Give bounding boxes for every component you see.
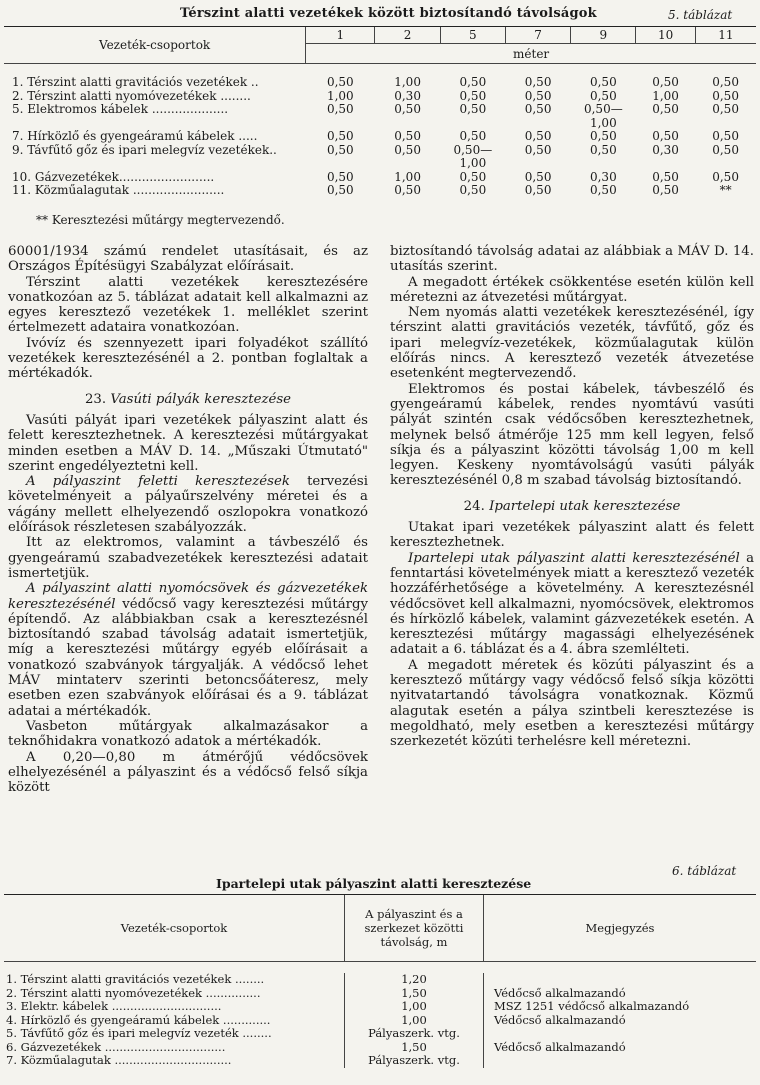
paragraph-text: tervezési követelményeit a pályaűrszelvény méretei és a vágány mellett elhelyezendő oszlopokra vonatkozó előírások részletesen szabályozzák. (8, 474, 368, 536)
table6-distance: 1,50 (345, 1041, 484, 1055)
table5-cell: 0,50 (524, 183, 552, 197)
left-text-column (8, 244, 368, 795)
table5-column-number: 10 (636, 27, 695, 44)
table5-column-number: 5 (440, 27, 505, 44)
table5-cell: 0,50 (712, 169, 739, 184)
table5-cell: 0,50 (459, 102, 487, 116)
table5-cell: 0,50— (453, 142, 493, 157)
table-row (4, 184, 756, 198)
table6-col-header: Vezeték-csoportok (4, 895, 345, 962)
table6-header-row (4, 895, 756, 962)
section-title: Vasúti pályák keresztezése (110, 391, 292, 407)
section-number: 23. (84, 391, 107, 407)
table5-cell (571, 157, 636, 171)
table5-cell: 0,50 (712, 102, 739, 116)
paragraph: Itt az elektromos, valamint a távbeszélő és gyengeáramú szabadvezetékek keresztezési adatait ismertetjük. (8, 535, 368, 581)
table5-cell: ** (719, 183, 732, 197)
table5-number: 5. táblázat (668, 8, 733, 22)
table5-cell: 0,50 (459, 183, 487, 197)
paragraph: Nem nyomás alatti vezetékek keresztezésénél, így térszint alatti gravitációs vezeték, távfűtő, gőz és ipari melegvíz-vezetékek, közműalagutak külön előírás nincs. A keresztező vezeték átvezetése esetenként megtervezendő. (390, 305, 754, 382)
table6-row-label: 7. Közműalagutak ................................ (6, 1053, 232, 1067)
table6-distance: 1,20 (345, 973, 484, 987)
table5-unit: méter (306, 44, 756, 64)
table5-cell: 0,50 (394, 142, 421, 157)
table5-column-number: 11 (695, 27, 756, 44)
table6-number: 6. táblázat (672, 864, 737, 878)
table-row (4, 1054, 756, 1068)
table5-cell (695, 117, 756, 131)
table5-cell: 0,50 (712, 129, 739, 143)
table-row (4, 1000, 756, 1014)
table5-cell: 0,50 (459, 75, 487, 89)
table6-distance: 1,50 (345, 987, 484, 1001)
table6-distance: Pályaszerk. vtg. (345, 1027, 484, 1041)
table-row (4, 157, 756, 171)
table-row (4, 76, 756, 90)
table5-header-row (4, 27, 756, 44)
table5-cell: 0,50 (326, 102, 354, 116)
table5-cell: 0,50 (712, 142, 739, 157)
table5-cell: 0,50 (394, 129, 421, 143)
table5-row-label (4, 157, 306, 171)
table5-cell: 0,50 (652, 102, 679, 116)
paragraph-emphasis: Ipartelepi utak pályaszint alatti keresztezésénél (408, 550, 740, 566)
table5-row-label (4, 117, 306, 131)
table-row (4, 1014, 756, 1028)
paragraph (8, 581, 368, 719)
table5-cell: 0,50 (459, 169, 487, 184)
paragraph: Utakat ipari vezetékek pályaszint alatt és felett keresztezhetnek. (390, 520, 754, 551)
table5-cell: 0,50 (524, 88, 552, 103)
table6-col-header: Megjegyzés (484, 895, 757, 962)
table5-cell: 0,30 (589, 169, 617, 184)
table5-cell: 0,50 (524, 102, 552, 116)
table6-distance: 1,00 (345, 1014, 484, 1028)
paragraph-text: a fenntartási követelmények miatt a keresztező vezeték hozzáférhetősége a követelmény. A keresztezésnél védőcsövet kell alkalmazni, nyomócsövek, elektromos és hírközlő kábelek, valamint gázvezetékek esetén. A keresztezési műtárgy magassági elhelyezésének adatait a 6. táblázat és a 4. ábra szemlélteti. (390, 550, 755, 658)
table5-cell: 0,50 (652, 75, 679, 89)
table6 (4, 894, 756, 1068)
paragraph-emphasis: A pályaszint alatti nyomócsövek és gázvezetékek keresztezésénél (8, 581, 368, 612)
table5-cell: 0,50 (326, 142, 354, 157)
table-row (4, 130, 756, 144)
table5-cell: 0,50 (712, 88, 739, 103)
table5-row-label: 9. Távfűtő gőz és ipari melegvíz vezetékek.. (12, 142, 277, 157)
table5-cell: 1,00 (394, 75, 421, 89)
paragraph: 60001/1934 számú rendelet utasításait, és az Országos Építésügyi Szabályzat előírásait. (8, 244, 368, 275)
table5-column-number: 9 (571, 27, 636, 44)
table5-cell: 0,30 (652, 142, 679, 157)
table-row (4, 987, 756, 1001)
table6-note (484, 973, 757, 987)
table6-row-label: 2. Térszint alatti nyomóvezetékek ............... (6, 985, 261, 1000)
table5-cell (505, 117, 570, 131)
table6-row-label: 1. Térszint alatti gravitációs vezetékek ........ (6, 972, 265, 986)
table-row (4, 973, 756, 987)
table5-footnote: ** Keresztezési műtárgy megtervezendő. (36, 213, 285, 227)
paragraph-emphasis: A pályaszint feletti keresztezések (26, 474, 290, 490)
table-row (4, 1041, 756, 1055)
table6-distance: Pályaszerk. vtg. (345, 1054, 484, 1068)
table5-cell (636, 117, 695, 131)
table6-col-header: A pályaszint és a szerkezet közötti távolság, m (345, 895, 484, 962)
table-row (4, 103, 756, 117)
table5-cell: 1,00 (589, 115, 617, 130)
table5-cell (636, 157, 695, 171)
table5-cell: 1,00 (652, 88, 679, 103)
paragraph: Elektromos és postai kábelek, távbeszélő és gyengeáramú kábelek, rendes nyomtávú vasúti pályát szintén csak védőcsőben keresztezhetnek, melynek belső átmérője 125 mm kell legyen, felső síkja és a pályaszint közötti távolság 1,00 m kell legyen. Keskeny nyomtávolságú vasúti pályák keresztezésénél 0,8 m szabad távolság biztosítandó. (390, 381, 754, 489)
table5-row-label: 5. Elektromos kábelek .................... (12, 102, 229, 116)
table6-row-label: 3. Elektr. kábelek .............................. (6, 999, 222, 1013)
table5-cell: 0,30 (394, 88, 421, 103)
table5-group-header: Vezeték-csoportok (4, 27, 306, 64)
table5-cell: 0,50 (326, 129, 354, 143)
table5-row-label: 10. Gázvezetékek......................... (12, 169, 215, 184)
table6-note: Védőcső alkalmazandó (484, 1014, 757, 1028)
paragraph-text: védőcső vagy keresztezési műtárgy építendő. Az alábbiakban csak a keresztezésnél biztosítandó szabad távolság adatait ismertetjük, míg a keresztezési műtárgy egyéb előírásait a vonatkozó szabványok tárgyalják. A védőcső lehet MÁV mintaterv szerinti betoncsőáteresz, mely esetben ezen szabványok előírásai és a 9. táblázat adatai a mértékadók. (8, 596, 368, 719)
table5-cell: 0,50 (459, 129, 487, 143)
table5-cell: 0,50 (394, 183, 421, 197)
paragraph: Vasúti pályát ipari vezetékek pályaszint alatt és felett keresztezhetnek. A keresztezési műtárgyakat minden esetben a MÁV D. 14. „Műszaki Útmutató" szerint engedélyeztetni kell. (8, 412, 368, 474)
table5-cell (375, 117, 440, 131)
table5-row-label: 11. Közműalagutak ........................ (12, 183, 225, 197)
table5-cell: 0,50 (589, 88, 617, 103)
table5-cell: 0,50 (394, 102, 421, 116)
table5-cell (695, 157, 756, 171)
table6-title: Ipartelepi utak pályaszint alatti keresztezése (216, 876, 532, 891)
table6-note (484, 1054, 757, 1068)
section-number: 24. (463, 498, 485, 514)
table6-distance: 1,00 (345, 1000, 484, 1014)
table5-cell: 0,50 (589, 142, 617, 157)
table5-row-label: 2. Térszint alatti nyomóvezetékek ........ (12, 88, 251, 103)
table5-cell: 0,50 (326, 183, 354, 197)
table5-cell: 0,50 (326, 169, 354, 184)
table6-note (484, 1027, 757, 1041)
table-row (4, 90, 756, 104)
table-row (4, 171, 756, 185)
paragraph: Ivóvíz és szennyezett ipari folyadékot szállító vezetékek keresztezésénél a 2. pontban foglaltak a mértékadók. (8, 335, 368, 382)
table6-row-label: 6. Gázvezetékek ................................. (6, 1039, 226, 1054)
table-row (4, 117, 756, 131)
table6-note: MSZ 1251 védőcső alkalmazandó (484, 1000, 757, 1014)
table5-cell (375, 157, 440, 171)
table5-column-number: 2 (375, 27, 440, 44)
table5-cell (306, 117, 375, 131)
table5-cell: 0,50 (524, 169, 552, 184)
table-row (4, 1027, 756, 1041)
table6-row-label: 5. Távfűtő gőz és ipari melegvíz vezeték ........ (6, 1026, 272, 1040)
table5-cell: 0,50 (652, 129, 679, 143)
table5-cell: 0,50 (524, 129, 552, 143)
table5-cell: 0,50— (583, 102, 623, 116)
table5-cell: 0,50 (524, 75, 552, 89)
paragraph: A megadott méretek és közúti pályaszint és a keresztező műtárgy vagy védőcső felső síkja közötti nyitvatartandó távolságra vonatkoznak. Közmű alagutak esetén a pálya szintbeli keresztezése is megoldható, mely esetben a keresztezési műtárgy szerkezetét közúti terhelésre kell méretezni. (390, 657, 754, 750)
right-text-column (390, 244, 754, 750)
table5-cell: 1,00 (459, 156, 487, 170)
paragraph: biztosítandó távolság adatai az alábbiak a MÁV D. 14. utasítás szerint. (390, 244, 754, 275)
table5-row-label: 1. Térszint alatti gravitációs vezetékek .. (12, 75, 259, 89)
paragraph: Vasbeton műtárgyak alkalmazásakor a teknőhidakra vonatkozó adatok a mértékadók. (8, 718, 368, 750)
table5-cell (440, 117, 505, 131)
table5-cell: 0,50 (524, 142, 552, 157)
paragraph (390, 551, 754, 658)
table5-cell: 0,50 (712, 75, 739, 89)
table5-cell: 0,50 (326, 75, 354, 89)
paragraph: A megadott értékek csökkentése esetén külön kell méretezni az átvezetési műtárgyat. (390, 274, 754, 305)
table5-cell (505, 157, 570, 171)
paragraph: A 0,20—0,80 m átmérőjű védőcsövek elhelyezésénél a pályaszint és a védőcső felső síkja között (8, 749, 368, 796)
section-heading (8, 392, 368, 407)
section-heading (390, 499, 754, 514)
table5-cell: 0,50 (589, 129, 617, 143)
table5-cell: 1,00 (394, 169, 421, 184)
table-row (4, 144, 756, 158)
table5-cell: 1,00 (326, 88, 354, 103)
table5-cell: 0,50 (652, 169, 679, 184)
table6-note: Védőcső alkalmazandó (484, 1041, 757, 1055)
table5 (4, 26, 756, 198)
paragraph (8, 474, 368, 535)
table5-cell (306, 157, 375, 171)
table6-note: Védőcső alkalmazandó (484, 987, 757, 1001)
table5-column-number: 7 (505, 27, 570, 44)
table5-cell: 0,50 (652, 183, 679, 197)
table6-row-label: 4. Hírközlő és gyengeáramú kábelek ............. (6, 1012, 271, 1027)
table5-row-label: 7. Hírközlő és gyengeáramú kábelek ..... (12, 129, 258, 143)
table5-title: Térszint alatti vezetékek között biztosítandó távolságok (180, 6, 597, 21)
section-title: Ipartelepi utak keresztezése (489, 498, 681, 514)
table5-column-number: 1 (306, 27, 375, 44)
table5-cell: 0,50 (589, 75, 617, 89)
paragraph: Térszint alatti vezetékek keresztezésére vonatkozóan az 5. táblázat adatait kell alkalmazni az egyes keresztező vezetékek 1. melléklet szerint értelmezett adataira vonatkozóan. (8, 274, 368, 336)
table5-cell: 0,50 (589, 183, 617, 197)
table5-cell: 0,50 (459, 88, 487, 103)
